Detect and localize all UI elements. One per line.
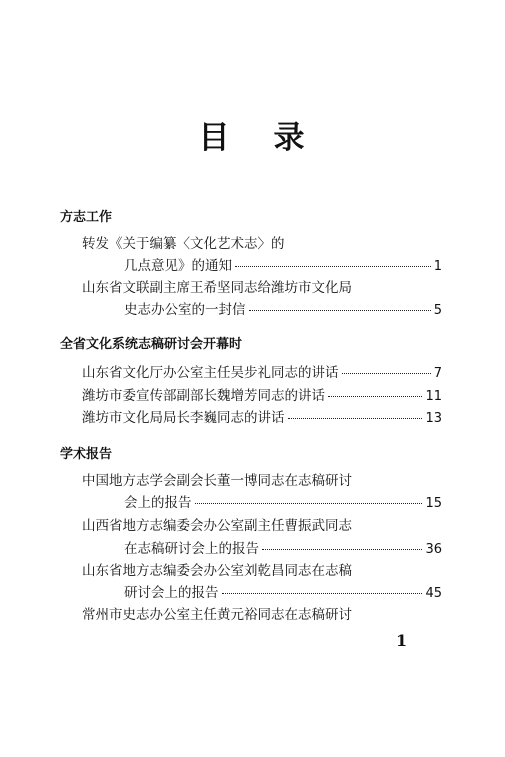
title-char-right: 录 [273, 120, 307, 156]
page-title [0, 112, 505, 157]
toc-entry [82, 384, 442, 404]
toc-entry-line: 研讨会上的报告 [124, 585, 219, 601]
toc-entry-line: 在志稿研讨会上的报告 [124, 541, 259, 557]
toc-entry-line: 常州市史志办公室主任黄元裕同志在志稿研讨 [82, 607, 352, 623]
toc-entry-line: 潍坊市委宣传部副部长魏增芳同志的讲话 [82, 388, 325, 404]
leader-dots [262, 549, 422, 550]
leader-dots [249, 310, 431, 311]
leader-dots [342, 373, 431, 374]
toc-entry [124, 254, 442, 274]
page-folio: 1 [396, 631, 408, 650]
leader-dots [288, 418, 423, 419]
toc-entry-line: 转发《关于编纂〈文化艺术志〉的 [82, 236, 285, 252]
page-number: 7 [433, 366, 442, 381]
toc-entry [124, 537, 442, 557]
page-number: 13 [425, 411, 442, 426]
toc-entry [82, 361, 442, 381]
title-char-left: 目 [198, 120, 232, 156]
toc-entry-line: 几点意见》的通知 [124, 258, 232, 274]
section-heading: 方志工作 [60, 210, 113, 225]
leader-dots [195, 503, 423, 504]
toc-entry-line: 山东省文联副主席王希坚同志给潍坊市文化局 [82, 280, 352, 296]
toc-entry-line: 山东省文化厅办公室主任吴步礼同志的讲话 [82, 365, 339, 381]
toc-entry-line: 会上的报告 [124, 495, 192, 511]
leader-dots [235, 266, 431, 267]
page-number: 1 [433, 259, 442, 274]
toc-entry-line: 史志办公室的一封信 [124, 302, 246, 318]
page-number: 45 [425, 586, 442, 601]
page-number: 5 [433, 303, 442, 318]
toc-entry [124, 491, 442, 511]
page-number: 11 [425, 389, 442, 404]
page-number: 36 [425, 542, 442, 557]
toc-entry-line: 山东省地方志编委会办公室刘乾昌同志在志稿 [82, 563, 352, 579]
toc-entry [82, 406, 442, 426]
page-number: 15 [425, 496, 442, 511]
toc-entry-line: 中国地方志学会副会长董一博同志在志稿研讨 [82, 473, 352, 489]
leader-dots [222, 593, 423, 594]
section-heading: 学术报告 [60, 447, 113, 462]
leader-dots [328, 396, 422, 397]
section-heading: 全省文化系统志稿研讨会开幕时 [60, 337, 243, 352]
toc-entry-line: 潍坊市文化局局长李巍同志的讲话 [82, 410, 285, 426]
toc-entry-line: 山西省地方志编委会办公室副主任曹振武同志 [82, 518, 352, 534]
toc-entry [124, 298, 442, 318]
toc-entry [124, 581, 442, 601]
